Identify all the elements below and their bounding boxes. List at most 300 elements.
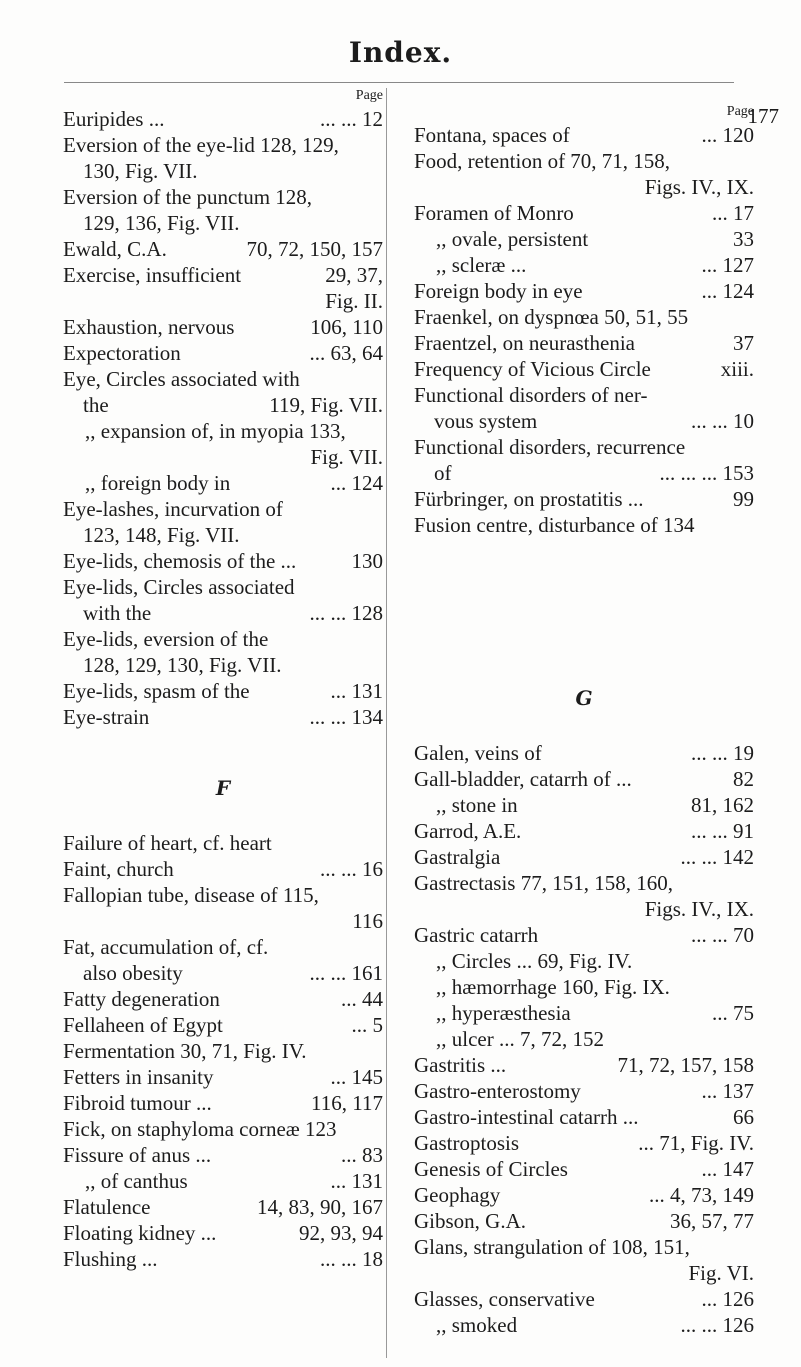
index-entry <box>414 1078 754 1104</box>
entry-pages <box>299 1220 383 1246</box>
entry-line <box>414 1182 754 1208</box>
left-column <box>63 0 383 1272</box>
index-entry <box>414 792 754 818</box>
entry-pages <box>702 1156 755 1182</box>
entry-page-numbers: ... 131 <box>330 1169 383 1193</box>
entry-line <box>436 792 754 818</box>
right-column <box>414 0 754 1338</box>
entry-continuation <box>63 652 383 678</box>
entry-page-numbers: ... ... 16 <box>320 857 383 881</box>
entry-label: Fermentation 30, 71, Fig. IV. <box>63 1039 307 1063</box>
entry-label: Glans, strangulation of 108, 151, <box>414 1235 690 1259</box>
entry-label: Floating kidney ... <box>63 1221 217 1245</box>
entry-label: Garrod, A.E. <box>414 819 522 843</box>
entry-line <box>436 1026 754 1052</box>
entry-line <box>436 1312 754 1338</box>
entry-line <box>414 356 754 382</box>
index-entry <box>414 948 754 974</box>
entry-line <box>414 766 754 792</box>
entry-label: Geophagy <box>414 1183 501 1207</box>
entry-pages <box>341 986 383 1012</box>
entry-line <box>414 818 754 844</box>
entry-pages <box>712 200 754 226</box>
entry-line <box>414 278 754 304</box>
entry-line <box>63 548 383 574</box>
entry-line <box>63 626 383 652</box>
index-entry <box>63 470 383 496</box>
entry-page-numbers: 106, 110 <box>310 315 383 339</box>
index-entry <box>414 818 754 844</box>
entry-pages <box>310 340 384 366</box>
entry-line <box>414 844 754 870</box>
index-entry <box>414 486 754 512</box>
entry-label: Ewald, C.A. <box>63 237 167 261</box>
entry-label: Frequency of Vicious Circle <box>414 357 651 381</box>
index-entry <box>63 1064 383 1090</box>
entry-line <box>63 1038 383 1064</box>
entry-leader: ... <box>309 341 326 365</box>
entry-continuation <box>63 522 383 548</box>
index-entry <box>414 740 754 766</box>
index-entry <box>414 122 754 148</box>
entry-page-numbers: ... 145 <box>330 1065 383 1089</box>
entry-page-numbers: 63, 64 <box>330 341 383 365</box>
entry-label: Genesis of Circles <box>414 1157 568 1181</box>
entry-label: Fetters in insanity <box>63 1065 214 1089</box>
entry-label: Gastrectasis 77, 151, 158, 160, <box>414 871 673 895</box>
index-entry <box>414 922 754 948</box>
entry-pages <box>702 252 755 278</box>
entry-line <box>63 184 383 210</box>
entry-label: Fraenkel, on dyspnœa 50, 51, 55 <box>414 305 689 329</box>
entry-pages <box>247 236 384 262</box>
index-entry <box>414 870 754 922</box>
entry-label: ,, foreign body in <box>85 471 231 495</box>
entry-page-numbers: 82 <box>733 767 754 791</box>
entry-label: ,, hæmorrhage 160, Fig. IX. <box>436 975 670 999</box>
page-title: Index. <box>348 36 453 69</box>
entry-line <box>63 882 383 908</box>
index-entry <box>414 844 754 870</box>
index-entry <box>63 340 383 366</box>
entry-label: Fissure of anus ... <box>63 1143 212 1167</box>
entry-label: ,, expansion of, in myopia 133, <box>85 419 346 443</box>
entry-page-numbers: ... ... 134 <box>309 705 383 729</box>
entry-page-numbers: ... 120 <box>701 123 754 147</box>
entry-label: Fat, accumulation of, cf. <box>63 935 269 959</box>
entry-line <box>63 1220 383 1246</box>
index-entry <box>63 934 383 986</box>
index-entry <box>414 252 754 278</box>
entry-label: Eye, Circles associated with <box>63 367 300 391</box>
entry-page-numbers: ... 71, Fig. IV. <box>638 1131 754 1155</box>
entry-page-numbers: 99 <box>733 487 754 511</box>
entry-line <box>414 122 754 148</box>
entry-label: ,, ovale, persistent <box>436 227 589 251</box>
entry-label: Gastro-intestinal catarrh ... <box>414 1105 639 1129</box>
entry-page-numbers: ... 131 <box>330 679 383 703</box>
entry-continuation-text: 130, Fig. VII. <box>83 159 198 183</box>
entry-line <box>63 856 383 882</box>
entry-pages <box>733 766 754 792</box>
entry-pages <box>691 818 754 844</box>
index-entry <box>63 496 383 548</box>
entry-continuation-text: with the <box>83 601 152 625</box>
entry-line <box>414 922 754 948</box>
entry-pages <box>331 1064 384 1090</box>
entry-line <box>63 1246 383 1272</box>
page-label: Page <box>355 88 383 103</box>
entry-line <box>436 948 754 974</box>
entry-continuation-text: 128, 129, 130, Fig. VII. <box>83 653 282 677</box>
entry-page-numbers: ... ... 128 <box>309 601 383 625</box>
entry-pages <box>712 1000 754 1026</box>
index-entry <box>63 236 383 262</box>
entry-label: Fellaheen of Egypt <box>63 1013 223 1037</box>
index-entry <box>414 1286 754 1312</box>
index-entry <box>63 574 383 626</box>
entry-page-numbers: 81, 162 <box>691 793 754 817</box>
entry-label: Gastroptosis <box>414 1131 519 1155</box>
entry-line <box>436 252 754 278</box>
index-entry <box>63 626 383 678</box>
entry-page-numbers: 37 <box>733 331 754 355</box>
entry-pages <box>733 1104 754 1130</box>
entry-page-numbers: 36, 57, 77 <box>670 1209 754 1233</box>
entry-label: ,, hyperæsthesia <box>436 1001 571 1025</box>
index-entry <box>414 304 754 330</box>
entry-label: Fürbringer, on prostatitis ... <box>414 487 644 511</box>
entry-line <box>63 1064 383 1090</box>
index-entry <box>414 1052 754 1078</box>
entry-pages <box>702 122 755 148</box>
index-entry <box>414 1312 754 1338</box>
entry-label: Fallopian tube, disease of 115, <box>63 883 319 907</box>
entry-line <box>63 678 383 704</box>
entry-label: Euripides ... <box>63 107 165 131</box>
entry-pages <box>638 1130 754 1156</box>
entry-continuation: Figs. IV., IX. <box>644 897 754 921</box>
entry-label: Eversion of the punctum 128, <box>63 185 313 209</box>
index-entry <box>414 1104 754 1130</box>
entry-continuation-text: of <box>434 461 452 485</box>
entry-line <box>85 470 383 496</box>
entry-line <box>85 1168 383 1194</box>
index-entry <box>414 1208 754 1234</box>
entries-f-left <box>63 830 383 1272</box>
entry-page-numbers: ... ... 142 <box>680 845 754 869</box>
entry-line <box>63 262 383 288</box>
entry-pages <box>733 486 754 512</box>
entry-page-numbers: 29, 37, <box>325 263 383 287</box>
entry-label: Expectoration <box>63 341 181 365</box>
entry-page-numbers: ... 124 <box>330 471 383 495</box>
entry-line <box>63 314 383 340</box>
entry-pages <box>649 1182 754 1208</box>
entry-label: Eye-lids, spasm of the <box>63 679 250 703</box>
index-entry <box>63 548 383 574</box>
entries-f-right <box>414 122 754 538</box>
entry-page-numbers: xiii. <box>720 357 754 381</box>
entry-line <box>63 1142 383 1168</box>
entry-line <box>63 986 383 1012</box>
entry-page-numbers: 12 <box>362 107 383 131</box>
entry-line <box>414 200 754 226</box>
entry-label: Foreign body in eye <box>414 279 583 303</box>
index-entry <box>414 1156 754 1182</box>
entry-line <box>414 1208 754 1234</box>
entry-page-numbers: ... 124 <box>701 279 754 303</box>
index-entry <box>414 200 754 226</box>
entry-continuation <box>414 460 754 486</box>
index-entry <box>414 226 754 252</box>
index-entry <box>63 1038 383 1064</box>
entry-line <box>63 574 383 600</box>
entry-line <box>414 1104 754 1130</box>
entry-label: Eye-lids, Circles associated <box>63 575 295 599</box>
entry-line <box>436 1000 754 1026</box>
entry-pages <box>691 922 754 948</box>
entry-line <box>414 486 754 512</box>
entry-page-numbers: ... 75 <box>712 1001 754 1025</box>
entry-label: Eye-lids, eversion of the <box>63 627 269 651</box>
section-letter-f: F <box>215 776 231 800</box>
entry-page-numbers: ... ... 19 <box>691 741 754 765</box>
entry-pages <box>320 856 383 882</box>
entry-continuation: Fig. VI. <box>688 1261 754 1285</box>
entry-page-numbers: ... 4, 73, 149 <box>649 1183 754 1207</box>
index-entry <box>414 1130 754 1156</box>
entry-label: Fraentzel, on neurasthenia <box>414 331 635 355</box>
entry-label: ,, smoked <box>436 1313 518 1337</box>
entry-pages <box>352 1012 384 1038</box>
index-entry <box>63 418 383 470</box>
entry-label: Eversion of the eye-lid 128, 129, <box>63 133 339 157</box>
entry-label: Fatty degeneration <box>63 987 220 1011</box>
entry-continuation-text: 129, 136, Fig. VII. <box>83 211 240 235</box>
entry-pages <box>670 1208 754 1234</box>
index-entry <box>63 1168 383 1194</box>
entry-page-numbers: 71, 72, 157, 158 <box>617 1053 754 1077</box>
entry-page-numbers: ... 5 <box>351 1013 383 1037</box>
entry-line <box>414 1130 754 1156</box>
entry-continuation <box>414 408 754 434</box>
entry-line <box>63 366 383 392</box>
entry-pages <box>331 1168 384 1194</box>
entry-label: ,, scleræ ... <box>436 253 527 277</box>
entry-page-numbers: 119, Fig. VII. <box>269 393 383 417</box>
index-entry <box>63 106 383 132</box>
entry-line <box>63 132 383 158</box>
entry-page-numbers: 92, 93, 94 <box>299 1221 383 1245</box>
entry-label: Eye-lashes, incurvation of <box>63 497 283 521</box>
entry-leader: ... ... <box>320 107 357 131</box>
entry-line <box>63 934 383 960</box>
index-entry <box>63 132 383 184</box>
entry-label: ,, Circles ... 69, Fig. IV. <box>436 949 633 973</box>
entry-page-numbers: ... 17 <box>712 201 754 225</box>
entry-continuation-text: also obesity <box>83 961 183 985</box>
entry-page-numbers: 33 <box>733 227 754 251</box>
page-label: Page <box>726 104 754 119</box>
entry-pages <box>721 356 754 382</box>
entry-label: Gastritis ... <box>414 1053 507 1077</box>
entry-line <box>414 148 754 174</box>
entry-label: Failure of heart, cf. heart <box>63 831 272 855</box>
entry-page-numbers: ... 137 <box>701 1079 754 1103</box>
index-entry <box>63 314 383 340</box>
entry-line <box>414 1286 754 1312</box>
entry-line <box>414 330 754 356</box>
entry-line <box>414 1052 754 1078</box>
entry-line <box>414 512 754 538</box>
index-entry <box>414 1000 754 1026</box>
entry-pages <box>733 226 754 252</box>
entry-label: ,, stone in <box>436 793 518 817</box>
entry-pages <box>691 740 754 766</box>
entry-line <box>414 1078 754 1104</box>
entries-g <box>414 740 754 1338</box>
entry-label: Eye-strain <box>63 705 150 729</box>
entry-line <box>63 106 383 132</box>
entry-pages <box>341 1142 383 1168</box>
entry-label: Fick, on staphyloma corneæ 123 <box>63 1117 337 1141</box>
entry-label: Functional disorders, recurrence <box>414 435 686 459</box>
entry-pages <box>691 792 754 818</box>
entry-pages <box>331 470 384 496</box>
index-entry <box>63 830 383 856</box>
entry-page-numbers: ... ... 126 <box>680 1313 754 1337</box>
entry-page-numbers: ... ... ... 153 <box>659 461 754 485</box>
entry-pages <box>331 678 384 704</box>
entry-line <box>436 974 754 1000</box>
entry-line <box>63 1090 383 1116</box>
entry-line <box>414 1234 754 1260</box>
entry-label: Gastralgia <box>414 845 501 869</box>
entry-pages <box>311 1090 383 1116</box>
entry-continuation <box>63 158 383 184</box>
entry-label: Flatulence <box>63 1195 151 1219</box>
entry-pages <box>325 262 383 288</box>
entry-continuation: Figs. IV., IX. <box>644 175 754 199</box>
entry-label: ,, ulcer ... 7, 72, 152 <box>436 1027 604 1051</box>
entry-label: Gastric catarrh <box>414 923 539 947</box>
entry-line <box>85 418 383 444</box>
entry-label: Galen, veins of <box>414 741 542 765</box>
entry-label: Food, retention of 70, 71, 158, <box>414 149 671 173</box>
entry-page-numbers: ... 83 <box>341 1143 383 1167</box>
entry-line <box>63 704 383 730</box>
entry-label: Glasses, conservative <box>414 1287 595 1311</box>
entries-e <box>63 106 383 730</box>
page-number: 177 <box>747 104 779 128</box>
entry-pages <box>320 106 383 132</box>
entry-label: Eye-lids, chemosis of the ... <box>63 549 297 573</box>
entry-continuation: 116 <box>352 909 383 933</box>
entry-pages <box>702 1078 755 1104</box>
index-entry <box>414 766 754 792</box>
entry-pages <box>310 314 383 340</box>
index-entry <box>63 856 383 882</box>
entry-label: Gastro-enterostomy <box>414 1079 581 1103</box>
index-entry <box>63 1090 383 1116</box>
index-entry <box>414 1182 754 1208</box>
entry-page-numbers: 70, 72, 150, 157 <box>246 237 383 261</box>
entry-label: Functional disorders of ner- <box>414 383 648 407</box>
entry-page-numbers: ... ... 18 <box>320 1247 383 1271</box>
entry-pages <box>702 278 755 304</box>
entry-label: Fontana, spaces of <box>414 123 570 147</box>
entry-label: ,, of canthus <box>85 1169 188 1193</box>
index-entry <box>63 184 383 236</box>
entry-page-numbers: ... ... 10 <box>691 409 754 433</box>
index-entry <box>63 1246 383 1272</box>
entry-page-numbers: ... ... 70 <box>691 923 754 947</box>
entry-line <box>63 340 383 366</box>
index-entry <box>63 366 383 418</box>
entry-line <box>63 1012 383 1038</box>
entry-pages <box>352 548 384 574</box>
entry-continuation-text: the <box>83 393 109 417</box>
entry-pages <box>320 1246 383 1272</box>
entry-page-numbers: ... 44 <box>341 987 383 1011</box>
entry-pages <box>310 704 384 730</box>
entry-label: Gibson, G.A. <box>414 1209 527 1233</box>
entry-continuation <box>63 392 383 418</box>
entry-label: Exhaustion, nervous <box>63 315 235 339</box>
entry-pages <box>618 1052 755 1078</box>
index-entry <box>63 704 383 730</box>
entry-label: Faint, church <box>63 857 174 881</box>
entry-pages <box>681 844 755 870</box>
entry-line <box>414 304 754 330</box>
entry-continuation <box>63 960 383 986</box>
entry-label: Exercise, insufficient <box>63 263 242 287</box>
entry-line <box>63 830 383 856</box>
entry-pages <box>257 1194 383 1220</box>
entry-line <box>414 382 754 408</box>
entry-continuation: Fig. VII. <box>310 445 383 469</box>
entry-label: Gall-bladder, catarrh of ... <box>414 767 632 791</box>
index-entry <box>414 356 754 382</box>
entry-page-numbers: ... ... 161 <box>309 961 383 985</box>
entry-continuation <box>63 210 383 236</box>
entry-label: Foramen of Monro <box>414 201 574 225</box>
index-entry <box>414 434 754 486</box>
entry-continuation-text: 123, 148, Fig. VII. <box>83 523 240 547</box>
entry-pages <box>733 330 754 356</box>
entry-page-numbers: 116, 117 <box>311 1091 383 1115</box>
index-entry <box>63 986 383 1012</box>
entry-line <box>63 1194 383 1220</box>
entry-continuation <box>63 600 383 626</box>
entry-line <box>63 1116 383 1142</box>
index-entry <box>63 678 383 704</box>
entry-line <box>63 236 383 262</box>
index-entry <box>63 882 383 934</box>
entry-page-numbers: 14, 83, 90, 167 <box>257 1195 383 1219</box>
index-entry <box>414 148 754 200</box>
index-entry <box>63 1142 383 1168</box>
entry-page-numbers: ... 126 <box>701 1287 754 1311</box>
index-entry <box>63 262 383 314</box>
entry-label: Fibroid tumour ... <box>63 1091 212 1115</box>
entry-label: Fusion centre, disturbance of 134 <box>414 513 695 537</box>
entry-pages <box>702 1286 755 1312</box>
index-entry <box>414 1234 754 1286</box>
index-entry <box>414 1026 754 1052</box>
index-entry <box>414 330 754 356</box>
